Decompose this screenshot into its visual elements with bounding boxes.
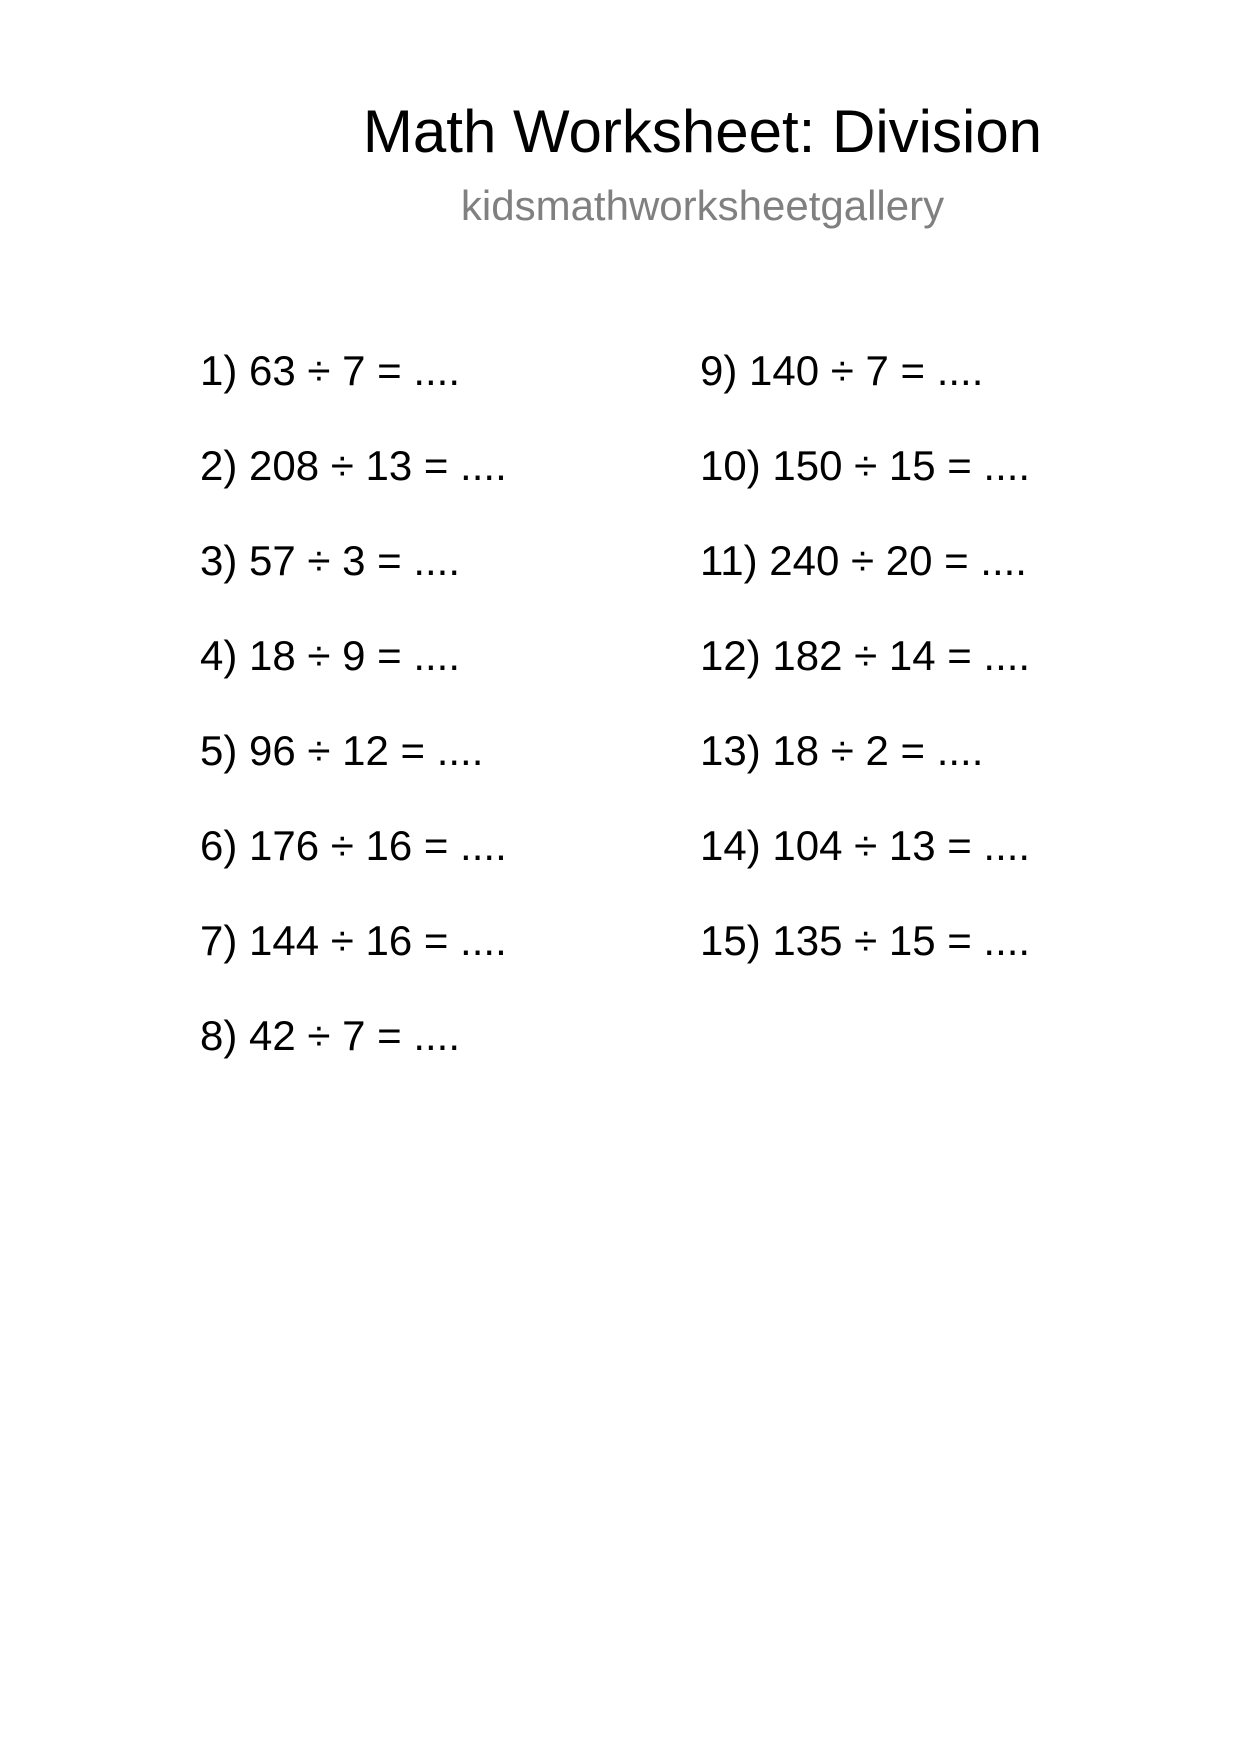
problem-14: 14) 104 ÷ 13 = .... [700,822,1031,869]
problem-15: 15) 135 ÷ 15 = .... [700,917,1031,964]
problem-list-right [700,345,1030,1010]
problem-4: 4) 18 ÷ 9 = .... [200,632,461,679]
problem-5: 5) 96 ÷ 12 = .... [200,727,484,774]
problem-2: 2) 208 ÷ 13 = .... [200,442,507,489]
problem-6: 6) 176 ÷ 16 = .... [200,822,507,869]
problem-7: 7) 144 ÷ 16 = .... [200,917,507,964]
problem-3: 3) 57 ÷ 3 = .... [200,537,461,584]
problem-list-left [200,345,507,1105]
problem-1: 1) 63 ÷ 7 = .... [200,347,461,394]
worksheet-source: kidsmathworksheetgallery [460,182,945,229]
problem-13: 13) 18 ÷ 2 = .... [700,727,984,774]
problem-12: 12) 182 ÷ 14 = .... [700,632,1031,679]
problem-11: 11) 240 ÷ 20 = .... [700,537,1027,584]
problem-10: 10) 150 ÷ 15 = .... [700,442,1031,489]
problem-8: 8) 42 ÷ 7 = .... [200,1012,461,1059]
worksheet-title: Math Worksheet: Division [362,98,1043,165]
problem-9: 9) 140 ÷ 7 = .... [700,347,984,394]
